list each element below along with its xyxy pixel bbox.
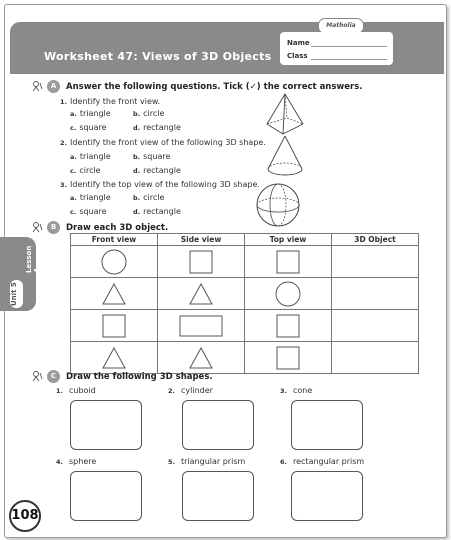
section-a-instruction: Answer the following questions. Tick (✓) the correct answers.: [66, 81, 363, 92]
class-label: Class: [287, 52, 308, 60]
name-class-box: [280, 32, 393, 65]
option-2c[interactable]: c. circle: [70, 166, 101, 175]
table-row: [71, 246, 419, 278]
option-3a[interactable]: a. triangle: [70, 193, 111, 202]
pencil-kid-icon: [32, 81, 43, 92]
column-header: 3D Object: [332, 234, 419, 246]
option-1c[interactable]: c. square: [70, 123, 107, 132]
draw-item-label: 4. sphere: [56, 457, 97, 466]
option-3d[interactable]: d. rectangle: [133, 207, 181, 216]
triangle-shape: [189, 347, 213, 369]
view-cell: [71, 246, 158, 278]
option-3c[interactable]: c. square: [70, 207, 107, 216]
pencil-kid-icon: [32, 222, 43, 233]
class-field[interactable]: [311, 59, 387, 60]
drawing-box-cuboid[interactable]: [70, 400, 142, 450]
view-cell: [245, 310, 332, 342]
table-row: [71, 310, 419, 342]
drawing-box-cylinder[interactable]: [182, 400, 254, 450]
view-cell: [71, 278, 158, 310]
view-cell: [245, 278, 332, 310]
page-number: 108: [9, 500, 41, 532]
table-header-row: [71, 234, 419, 246]
pencil-kid-icon: [32, 371, 43, 382]
drawing-box-sphere[interactable]: [70, 471, 142, 521]
question-number: 1.: [60, 98, 67, 106]
option-3b[interactable]: b. circle: [133, 193, 165, 202]
answer-cell-3d-object[interactable]: [332, 278, 419, 310]
drawing-box-cone[interactable]: [291, 400, 363, 450]
question-number: 2.: [60, 139, 67, 147]
draw-item-label: 5. triangular prism: [168, 457, 246, 466]
section-b-badge: B: [47, 221, 60, 234]
name-label: Name: [287, 39, 310, 47]
answer-cell-3d-object[interactable]: [332, 246, 419, 278]
question-text: Identify the front view of the following 3D shape.: [70, 138, 266, 147]
option-2b[interactable]: b. square: [133, 152, 171, 161]
lesson-label: Lesson 4: [25, 245, 41, 273]
answer-cell-3d-object[interactable]: [332, 342, 419, 374]
square-shape: [102, 314, 126, 338]
square-shape: [276, 314, 300, 338]
view-cell: [158, 342, 245, 374]
pyramid-figure: [263, 92, 307, 137]
option-2a[interactable]: a. triangle: [70, 152, 111, 161]
triangle-shape: [189, 283, 213, 305]
section-c-instruction: Draw the following 3D shapes.: [66, 371, 213, 382]
option-1d[interactable]: d. rectangle: [133, 123, 181, 132]
option-1a[interactable]: a. triangle: [70, 109, 111, 118]
rectangle-shape: [179, 315, 223, 337]
name-field[interactable]: [311, 46, 387, 47]
circle-shape: [275, 281, 301, 307]
draw-item-label: 2. cylinder: [168, 386, 213, 395]
option-1b[interactable]: b. circle: [133, 109, 165, 118]
section-a-heading: [32, 80, 363, 93]
square-shape: [189, 250, 213, 274]
view-cell: [158, 278, 245, 310]
cone-figure: [265, 134, 305, 179]
question-number: 3.: [60, 181, 67, 189]
draw-item-label: 1. cuboid: [56, 386, 96, 395]
square-shape: [276, 346, 300, 370]
worksheet-title: Worksheet 47: Views of 3D Objects: [44, 50, 272, 63]
views-table: [70, 233, 419, 374]
square-shape: [276, 250, 300, 274]
unit-label: Unit 5: [10, 280, 23, 308]
view-cell: [245, 342, 332, 374]
drawing-box-rectangular-prism[interactable]: [291, 471, 363, 521]
brand-logo: Matholia: [318, 18, 364, 34]
triangle-shape: [102, 283, 126, 305]
column-header: Side view: [158, 234, 245, 246]
view-cell: [71, 310, 158, 342]
column-header: Front view: [71, 234, 158, 246]
view-cell: [158, 246, 245, 278]
triangle-shape: [102, 347, 126, 369]
table-row: [71, 278, 419, 310]
section-c-heading: [32, 370, 213, 383]
view-cell: [158, 310, 245, 342]
view-cell: [71, 342, 158, 374]
answer-cell-3d-object[interactable]: [332, 310, 419, 342]
view-cell: [245, 246, 332, 278]
option-2d[interactable]: d. rectangle: [133, 166, 181, 175]
table-row: [71, 342, 419, 374]
question-text: Identify the front view.: [70, 97, 161, 106]
section-a-badge: A: [47, 80, 60, 93]
circle-shape: [101, 249, 127, 275]
column-header: Top view: [245, 234, 332, 246]
section-b-instruction: Draw each 3D object.: [66, 222, 169, 233]
section-c-badge: C: [47, 370, 60, 383]
sphere-figure: [254, 181, 302, 229]
drawing-box-triangular-prism[interactable]: [182, 471, 254, 521]
draw-item-label: 6. rectangular prism: [280, 457, 365, 466]
draw-item-label: 3. cone: [280, 386, 313, 395]
question-text: Identify the top view of the following 3D shape.: [70, 180, 260, 189]
